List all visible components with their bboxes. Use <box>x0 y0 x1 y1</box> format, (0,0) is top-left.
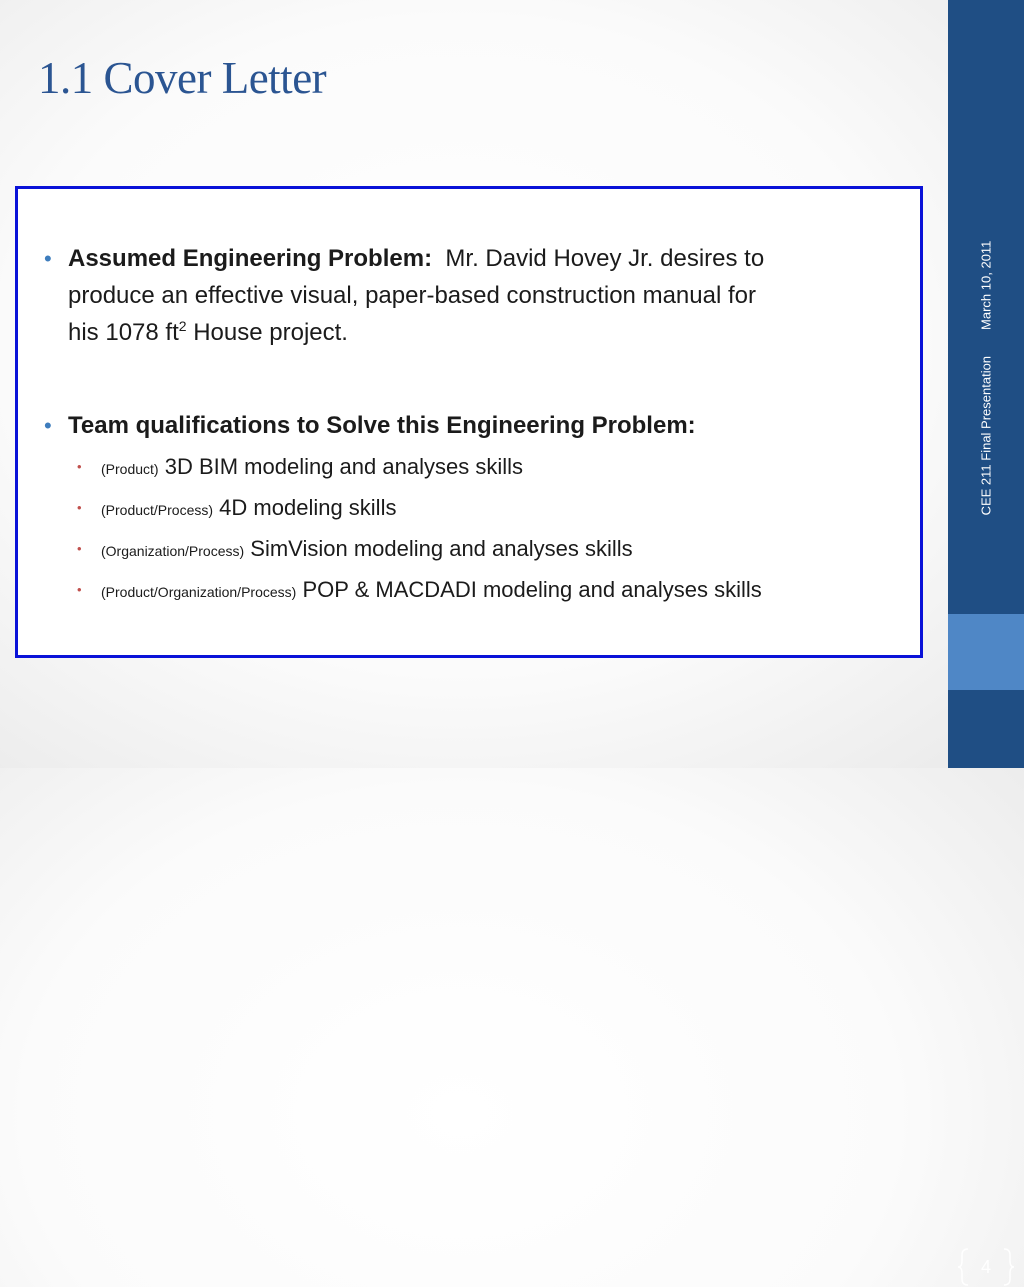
problem-text-line3-pre: his 1078 ft <box>68 319 179 346</box>
sub-bullet-icon: • <box>77 582 82 597</box>
sub-item-text: 3D BIM modeling and analyses skills <box>164 454 523 479</box>
sub-item-product-process <box>77 494 397 524</box>
bullet-engineering-problem <box>44 240 903 351</box>
presentation-name: CEE 211 Final Presentation <box>978 355 994 516</box>
problem-text-line3-post: House project. <box>186 319 348 346</box>
sub-item-organization-process <box>77 535 633 565</box>
page-number: 4 <box>980 1257 991 1277</box>
sub-item-category: (Product/Organization/Process) <box>101 584 297 600</box>
bullet-dot-icon: • <box>44 413 52 438</box>
sub-item-category: (Product/Process) <box>101 502 214 518</box>
page-number-frame <box>958 1247 1014 1287</box>
sub-bullet-icon: • <box>77 541 82 556</box>
bullet-dot-icon: • <box>44 246 52 271</box>
sub-bullet-icon: • <box>77 500 82 515</box>
superscript-two: 2 <box>178 318 187 334</box>
problem-label: Assumed Engineering Problem: <box>68 245 433 272</box>
sub-bullet-icon: • <box>77 459 82 474</box>
bullet-team-qualifications <box>44 407 903 444</box>
sidebar <box>948 0 1024 1277</box>
content-box <box>15 186 923 658</box>
sub-item-category: (Organization/Process) <box>101 543 245 559</box>
slide-title: 1.1 Cover Letter <box>38 53 327 103</box>
sub-item-product <box>77 453 523 483</box>
sub-item-product-organization-process <box>77 576 762 606</box>
sub-item-category: (Product) <box>101 461 159 477</box>
presentation-date: March 10, 2011 <box>978 240 994 330</box>
team-label: Team qualifications to Solve this Engineering Problem: <box>68 412 696 439</box>
problem-text-line1: Mr. David Hovey Jr. desires to <box>445 245 765 272</box>
sub-item-text: 4D modeling skills <box>219 495 397 520</box>
page-number-panel <box>948 614 1024 1277</box>
sub-item-text: POP & MACDADI modeling and analyses skills <box>302 577 762 602</box>
sidebar-footer-text <box>979 241 994 516</box>
problem-text-line2: produce an effective visual, paper-based construction manual for <box>68 282 756 309</box>
sub-item-text: SimVision modeling and analyses skills <box>250 536 633 561</box>
